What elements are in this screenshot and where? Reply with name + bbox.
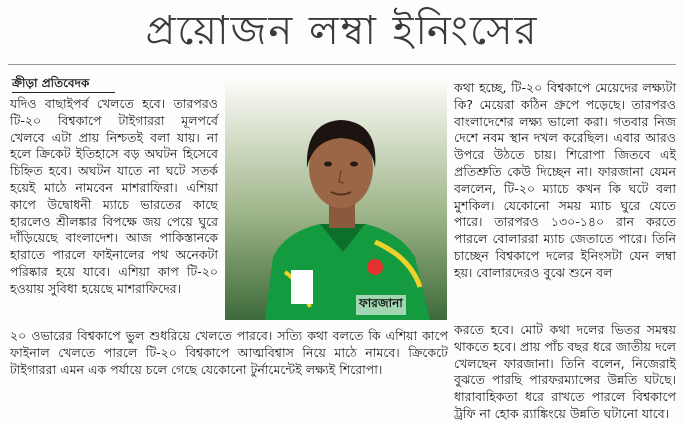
byline: ক্রীড়া প্রতিবেদক (12, 76, 90, 90)
right-column-text: কথা হচ্ছে, টি-২০ বিশ্বকাপে মেয়েদের লক্ষ্যটা কি? মেয়েরা কঠিন গ্রুপে পড়েছে। তারপরও বাংলাদেশের লক্ষ্য ভালো করা। গতবার নিজ দেশে নবম স্থান দখল করেছিল। এবার আরও উপরে উঠতে চায়। শিরোপা জিতবে এই প্রতিশ্রুতি কেউ দিচ্ছেন না। ফারজানা যেমন বললেন, টি-২০ ম্যাচে কখন কি ঘটে বলা মুশকিল। যেকোনো সময় ম্যাচ ঘুরে যেতে পারে। তারপরও ১৩০-১৪০ রান করতে পারলে বোলাররা ম্যাচ জেতাতে পারে। তিনি চাচ্ছেন বিশ্বকাপে দলের ইনিংসটা যেন লম্বা হয়। বোলারদেরও বুঝে শুনে বল (454, 80, 676, 280)
left-column-text: যদিও বাছাইপর্ব খেলতে হবে। তারপরও টি-২০ বিশ্বকাপে টাইগাররা মূলপর্বে খেলবে এটা প্রায় নিশ্চতই বলা যায়। না হলে ক্রিকেট ইতিহাসে বড় অঘটন হিসেবে চিহ্নিত হবে। অঘটন যাতে না ঘটে সতর্ক হয়েই মাঠে নামবেন মাশরাফিরা। এশিয়া কাপে উদ্বোধনী ম্যাচে ভারতের কাছে হারলেও শ্রীলঙ্কার বিপক্ষে জয় পেয়ে ঘুরে দাঁড়িয়েছে বাংলাদেশ। আজ পাকিস্তানকে হারাতে পারলে ফাইনালের পথ অনেকটা পরিষ্কার হয়ে যাবে। এশিয়া কাপ টি-২০ হওয়ায় সুবিধা হয়েছে মাশরাফিদের। (10, 96, 218, 296)
headline-divider (8, 64, 676, 65)
player-photo (225, 82, 447, 320)
byline-underline (12, 92, 115, 93)
article-left-column (10, 96, 218, 326)
bottom-text: ২০ ওভারের বিশ্বকাপে ভুল শুধরিয়ে খেলতে পারবে। সত্যি কথা বলতে কি এশিয়া কাপে ফাইনাল খেলতে পারলে টি-২০ বিশ্বকাপে আত্মবিশ্বাস নিয়ে মাঠে নামবে। ক্রিকেটে টাইগাররা এমন এক পর্যায়ে চলে গেছে যেকোনো টুর্নামেন্টেই লক্ষ্যই শিরোপা। (10, 328, 448, 377)
article-bottom-left-text (10, 328, 448, 416)
article-right-column (454, 80, 676, 322)
headline: প্রয়োজন লম্বা ইনিংসের (145, 8, 539, 54)
photo-caption: ফারজানা (356, 295, 406, 315)
article-right-bottom-text (454, 322, 676, 421)
right-bottom-text: করতে হবে। মোট কথা দলের ভিতর সমন্বয় থাকতে হবে। প্রায় পাঁচ বছর ধরে জাতীয় দলে খেলছেন ফারজানা। তিনি বলেন, নিজেরাই বুঝতে পারছি পারফরম্যান্সের উন্নতি ঘটছে। ধারাবাহিকতা ধরে রাখতে পারলে বিশ্বকাপে ট্রফি না হোক র‌্যাঙ্কিংয়ে উন্নতি ঘটানো যাবে। (454, 322, 676, 421)
